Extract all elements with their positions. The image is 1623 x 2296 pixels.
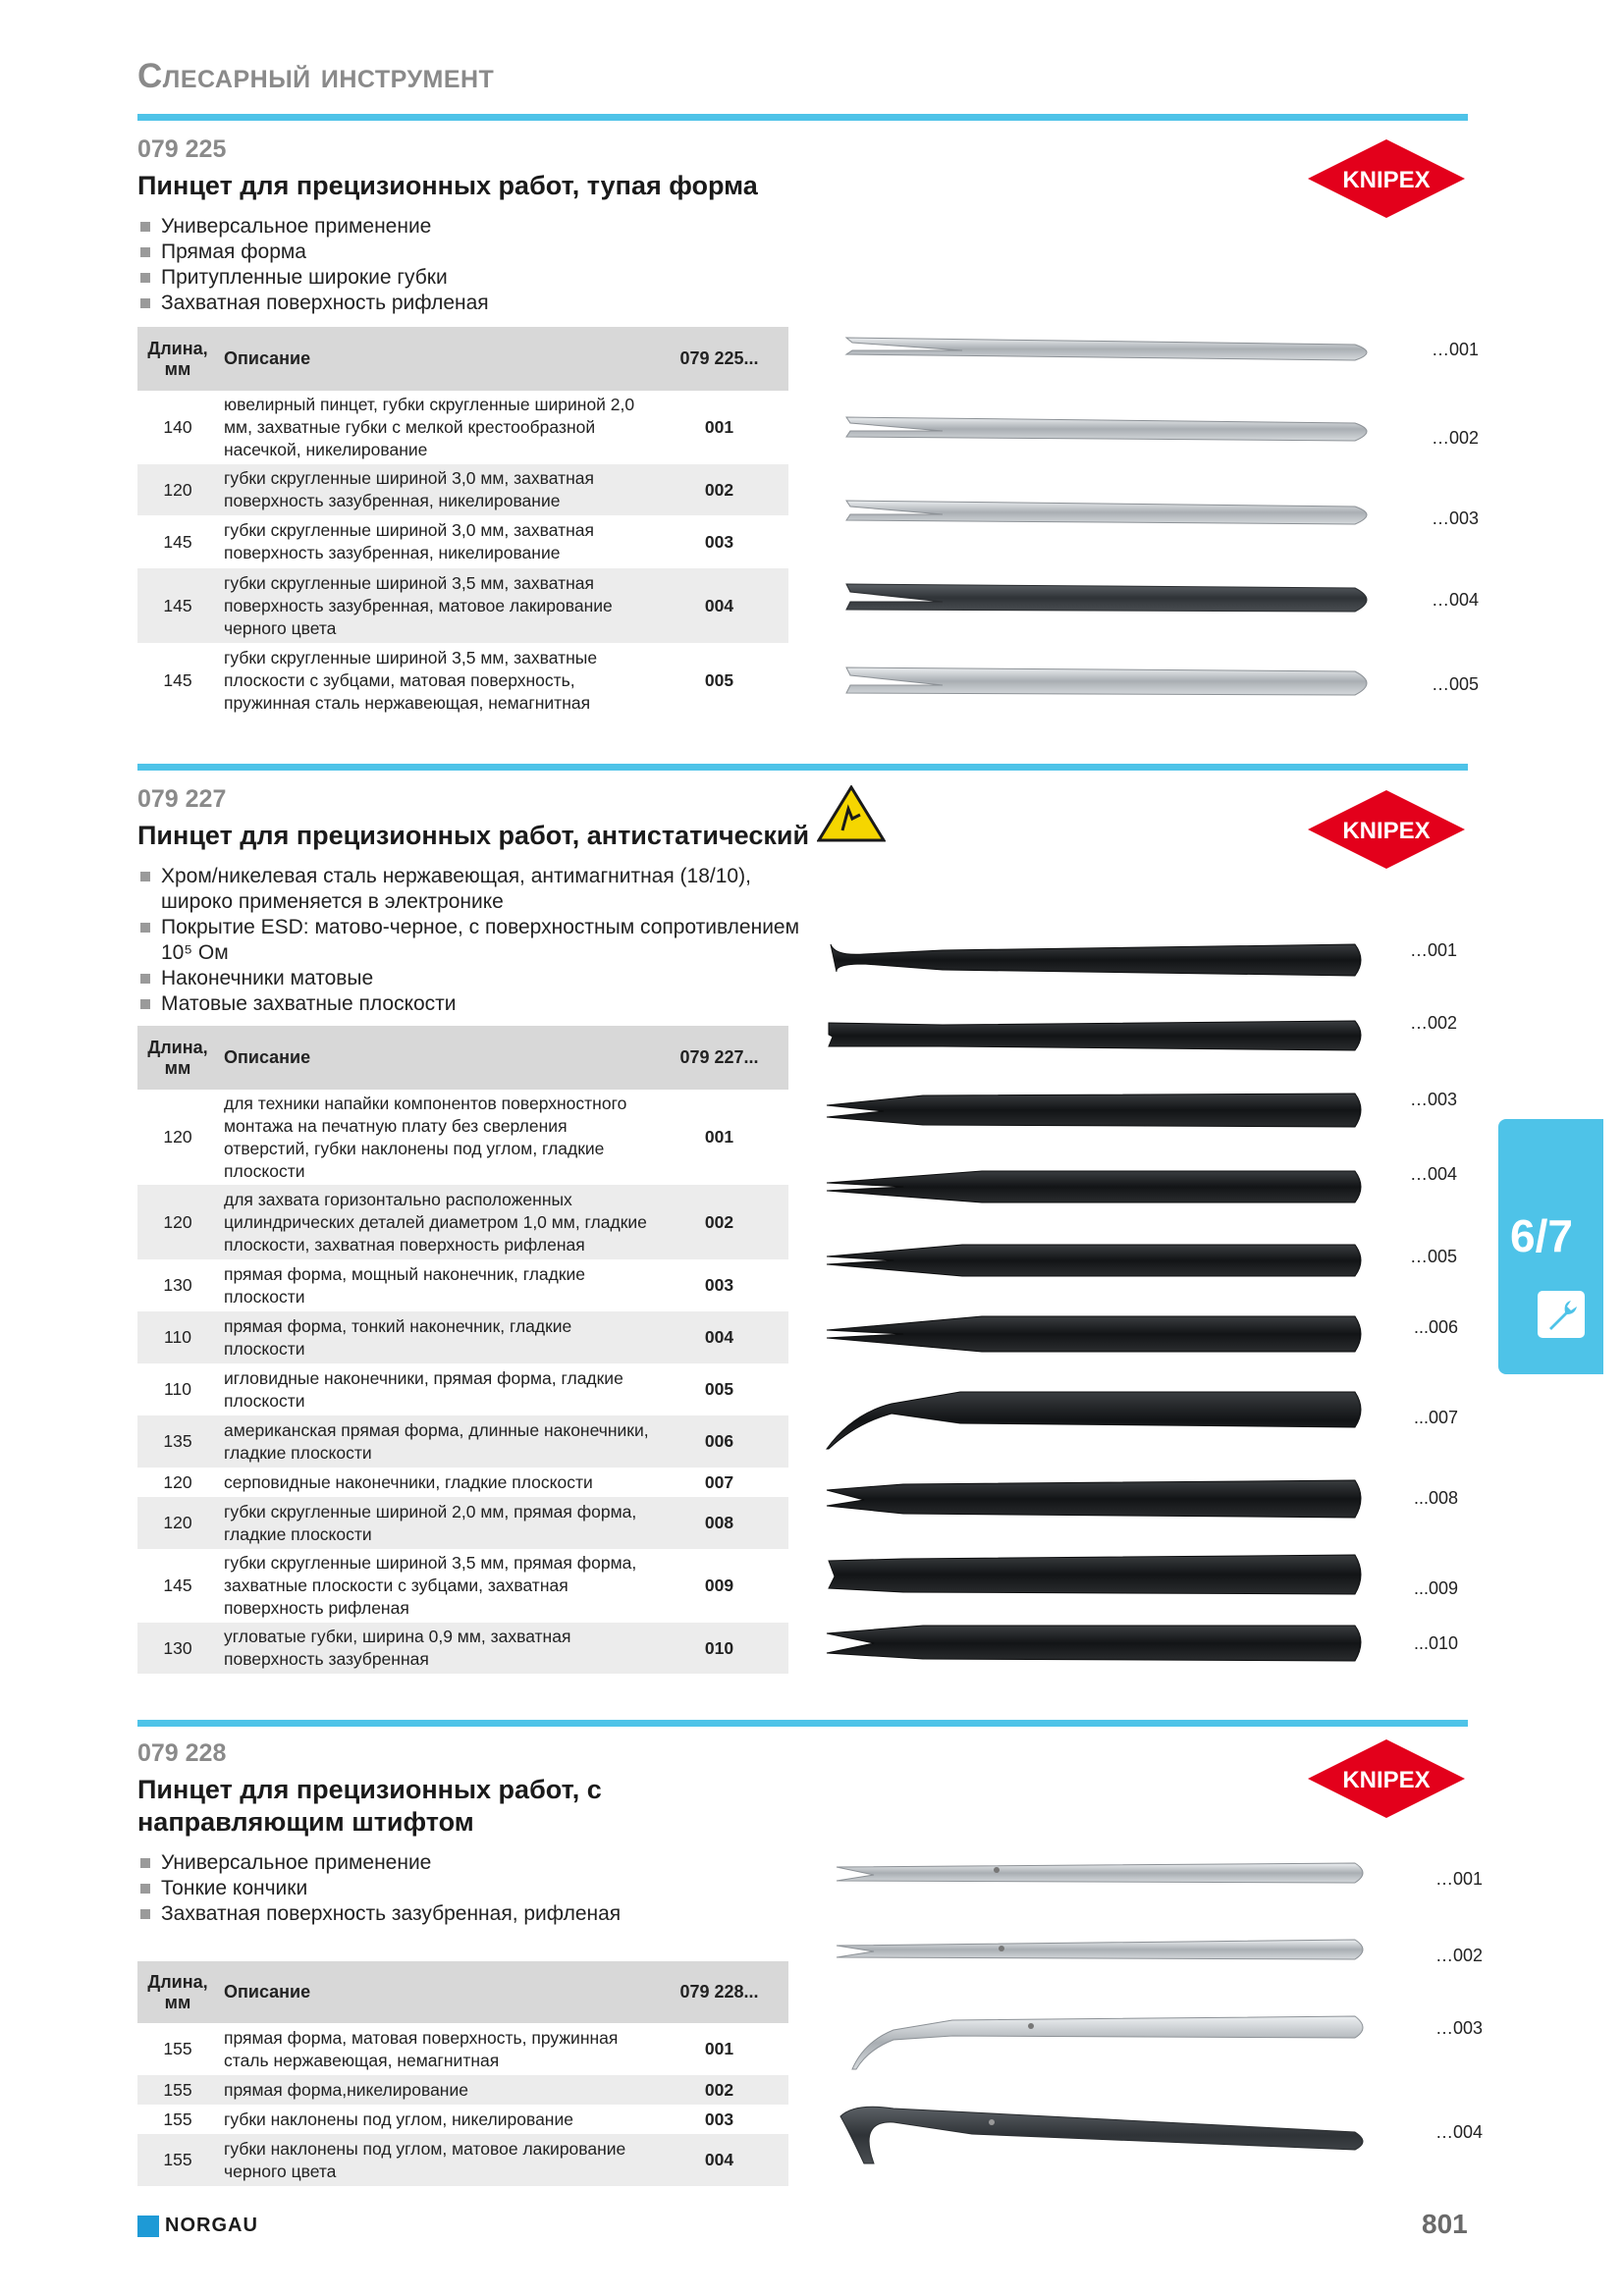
tweezer-image (844, 658, 1380, 712)
knipex-logo-text: KNIPEX (1342, 1767, 1431, 1793)
description-cell: прямая форма, тонкий наконечник, гладкие плоскости (218, 1311, 650, 1363)
spec-table-079-225 (137, 327, 788, 718)
code-cell: 002 (650, 464, 788, 515)
table-row (137, 1259, 788, 1311)
code-cell: 004 (650, 2134, 788, 2186)
feature-list (137, 214, 1468, 316)
col-length-header: Длина, мм (137, 327, 218, 391)
col-code-header: 079 228... (650, 1961, 788, 2023)
description-cell: губки наклонены под углом, матовое лакирование черного цвета (218, 2134, 650, 2186)
tweezer-image (825, 1618, 1365, 1669)
code-cell: 003 (704, 1275, 734, 1295)
length-cell: 120 (137, 464, 218, 515)
variant-label: …001 (1410, 940, 1458, 960)
variant-label: ...010 (1414, 1633, 1459, 1653)
variant-label: ...009 (1414, 1578, 1459, 1598)
table-row (137, 1549, 788, 1623)
section-079-228 (137, 1739, 1468, 1927)
table-row (137, 1185, 788, 1259)
length-cell: 145 (163, 1575, 192, 1595)
table-row (137, 2134, 788, 2186)
feature-item: Захватная поверхность зазубренная, рифленая (137, 1901, 1468, 1927)
tweezer-image (835, 2091, 1375, 2169)
length-cell: 120 (163, 1471, 192, 1492)
variant-label: …004 (1410, 1164, 1458, 1184)
section-code: 079 228 (137, 1739, 227, 1767)
description-cell: угловатые губки, ширина 0,9 мм, захватная поверхность зазубренная (218, 1623, 650, 1674)
table-row (137, 568, 788, 643)
feature-item: Наконечники матовые (137, 966, 805, 991)
variant-label: …002 (1435, 1946, 1484, 1965)
length-cell: 145 (137, 568, 218, 643)
variant-label: ...008 (1414, 1488, 1459, 1508)
description-cell: губки наклонены под углом, никелирование (224, 2109, 573, 2129)
feature-item: Хром/никелевая сталь нержавеющая, антимагнитная (18/10), широко применяется в электронике (137, 864, 805, 915)
knipex-logo (1306, 788, 1468, 872)
code-cell: 001 (704, 417, 734, 437)
length-cell: 155 (163, 2039, 192, 2058)
code-cell: 005 (704, 1379, 734, 1399)
col-length-header: Длина, мм (137, 1026, 218, 1090)
table-row (137, 2023, 788, 2075)
tweezer-image (844, 574, 1380, 628)
description-cell: губки скругленные шириной 3,0 мм, захватная поверхность зазубренная, никелирование (218, 464, 650, 515)
description-cell: губки скругленные шириной 3,5 мм, захватные плоскости с зубцами, матовая поверхность, пружинная сталь нержавеющая, немагнитная (224, 647, 598, 713)
section-title: Пинцет для прецизионных работ, тупая форма (137, 171, 758, 200)
variant-label: …003 (1432, 508, 1480, 528)
feature-item: Универсальное применение (137, 214, 1468, 240)
description-cell: для захвата горизонтально расположенных цилиндрических деталей диаметром 1,0 мм, гладкие плоскости, захватная поверхность рифленая (218, 1185, 650, 1259)
length-cell: 110 (164, 1379, 191, 1399)
variant-label: …004 (1435, 2122, 1484, 2142)
tweezer-image (825, 1235, 1365, 1286)
section-title: Пинцет для прецизионных работ, с направляющим штифтом (137, 1775, 602, 1837)
description-cell: американская прямая форма, длинные наконечники, гладкие плоскости (218, 1415, 650, 1468)
code-cell: 002 (650, 2075, 788, 2105)
code-cell: 002 (650, 1185, 788, 1259)
section-divider (137, 1720, 1468, 1727)
section-title: Пинцет для прецизионных работ, антистатический (137, 821, 810, 850)
variant-label: …001 (1435, 1869, 1484, 1889)
table-row (137, 515, 788, 568)
code-cell: 004 (650, 1311, 788, 1363)
tweezer-image (825, 1549, 1365, 1603)
tweezer-image (835, 1855, 1375, 1895)
tweezer-image (844, 407, 1380, 456)
length-cell: 120 (163, 1127, 192, 1147)
table-row (137, 1311, 788, 1363)
tweezer-image (844, 329, 1380, 378)
tweezer-image (844, 491, 1380, 540)
length-cell: 145 (163, 531, 192, 552)
length-cell: 155 (137, 2075, 218, 2105)
section-079-225 (137, 135, 1468, 316)
code-cell: 008 (650, 1497, 788, 1549)
table-row (137, 1415, 788, 1468)
brand-square-icon (137, 2216, 159, 2237)
description-cell: для техники напайки компонентов поверхностного монтажа на печатную плату без сверления отверстий, губки наклонены под углом, гладкие плоскости (224, 1093, 627, 1181)
spec-table-079-228 (137, 1961, 788, 2186)
chapter-number: 6/7 (1510, 1210, 1573, 1261)
description-cell: губки скругленные шириной 3,0 мм, захватная поверхность зазубренная, никелирование (224, 520, 594, 562)
variant-label: …003 (1410, 1090, 1458, 1109)
description-cell: губки скругленные шириной 3,5 мм, захватная поверхность зазубренная, матовое лакирование черного цвета (218, 568, 650, 643)
col-description-header: Описание (218, 1026, 650, 1090)
length-cell: 155 (163, 2109, 192, 2129)
length-cell: 145 (163, 669, 192, 690)
tweezer-image (825, 1308, 1365, 1360)
variant-label: …002 (1410, 1013, 1458, 1033)
col-code-header: 079 225... (650, 327, 788, 391)
variant-label: …004 (1432, 590, 1480, 610)
footer-brand (137, 2215, 258, 2237)
code-cell: 007 (704, 1471, 734, 1492)
spec-table-079-227 (137, 1026, 788, 1674)
feature-item: Тонкие кончики (137, 1876, 1468, 1901)
feature-item: Притупленные широкие губки (137, 265, 1468, 291)
code-cell: 006 (650, 1415, 788, 1468)
table-row (137, 1363, 788, 1415)
section-code: 079 225 (137, 135, 227, 163)
variant-label: …005 (1410, 1247, 1458, 1266)
variant-label: …002 (1432, 428, 1480, 448)
variant-label: …001 (1432, 340, 1480, 359)
section-divider (137, 764, 1468, 771)
tweezer-image (835, 2002, 1375, 2071)
variant-label: ...007 (1414, 1408, 1459, 1427)
table-row (137, 391, 788, 464)
page-number: 801 (1422, 2209, 1468, 2239)
code-cell: 009 (704, 1575, 734, 1595)
knipex-logo (1306, 1737, 1468, 1821)
page-title: Слесарный инструмент (137, 57, 495, 95)
tweezer-image (825, 931, 1365, 989)
variant-label: …003 (1435, 2018, 1484, 2038)
length-cell: 140 (163, 417, 192, 437)
variant-label: …005 (1432, 674, 1480, 694)
length-cell: 135 (137, 1415, 218, 1468)
description-cell: ювелирный пинцет, губки скругленные шириной 2,0 мм, захватные губки с мелкой крестообразной насечкой, никелирование (224, 395, 635, 459)
feature-item: Прямая форма (137, 240, 1468, 265)
description-cell: прямая форма, матовая поверхность, пружинная сталь нержавеющая, немагнитная (224, 2027, 619, 2070)
length-cell: 130 (137, 1623, 218, 1674)
col-code-header: 079 227... (650, 1026, 788, 1090)
section-code: 079 227 (137, 785, 227, 813)
table-row (137, 1497, 788, 1549)
table-row (137, 2105, 788, 2134)
chapter-tab[interactable] (1498, 1119, 1603, 1374)
code-cell: 001 (704, 2039, 734, 2058)
length-cell: 130 (163, 1275, 192, 1295)
variant-label: ...006 (1414, 1317, 1459, 1337)
col-description-header: Описание (218, 327, 650, 391)
table-row (137, 464, 788, 515)
table-row (137, 1623, 788, 1674)
code-cell: 004 (650, 568, 788, 643)
tweezer-image (825, 1011, 1365, 1062)
table-row (137, 2075, 788, 2105)
feature-item: Универсальное применение (137, 1850, 1468, 1876)
description-cell: губки скругленные шириной 3,5 мм, прямая форма, захватные плоскости с зубцами, захватная поверхность рифленая (224, 1553, 637, 1618)
knipex-logo-text: KNIPEX (1342, 818, 1431, 844)
wrench-icon (1538, 1291, 1585, 1338)
length-cell: 110 (137, 1311, 218, 1363)
footer-brand-name: NORGAU (165, 2215, 258, 2236)
tweezer-image (825, 1161, 1365, 1212)
code-cell: 003 (704, 531, 734, 552)
feature-list (137, 864, 805, 1017)
code-cell: 010 (650, 1623, 788, 1674)
knipex-logo (1306, 137, 1468, 221)
esd-warning-icon (817, 785, 886, 842)
col-description-header: Описание (218, 1961, 650, 2023)
tweezer-image (823, 1380, 1368, 1451)
length-cell: 155 (137, 2134, 218, 2186)
description-cell: губки скругленные шириной 2,0 мм, прямая форма, гладкие плоскости (218, 1497, 650, 1549)
description-cell: прямая форма, мощный наконечник, гладкие плоскости (224, 1263, 586, 1307)
table-row (137, 643, 788, 718)
tweezer-image (825, 1086, 1365, 1137)
knipex-logo-text: KNIPEX (1342, 167, 1431, 193)
tweezer-image (835, 1932, 1375, 1971)
length-cell: 120 (137, 1185, 218, 1259)
description-cell: игловидные наконечники, прямая форма, гладкие плоскости (224, 1367, 623, 1411)
top-divider (137, 114, 1468, 121)
code-cell: 001 (704, 1127, 734, 1147)
feature-item: Покрытие ESD: матово-черное, с поверхностным сопротивлением 10⁵ Ом (137, 915, 805, 966)
code-cell: 003 (704, 2109, 734, 2129)
table-row (137, 1090, 788, 1185)
table-row (137, 1468, 788, 1497)
code-cell: 005 (704, 669, 734, 690)
feature-item: Матовые захватные плоскости (137, 991, 805, 1017)
col-length-header: Длина, мм (137, 1961, 218, 2023)
feature-item: Захватная поверхность рифленая (137, 291, 1468, 316)
length-cell: 120 (137, 1497, 218, 1549)
description-cell: серповидные наконечники, гладкие плоскости (224, 1471, 593, 1492)
description-cell: прямая форма,никелирование (218, 2075, 650, 2105)
tweezer-image (825, 1472, 1365, 1526)
